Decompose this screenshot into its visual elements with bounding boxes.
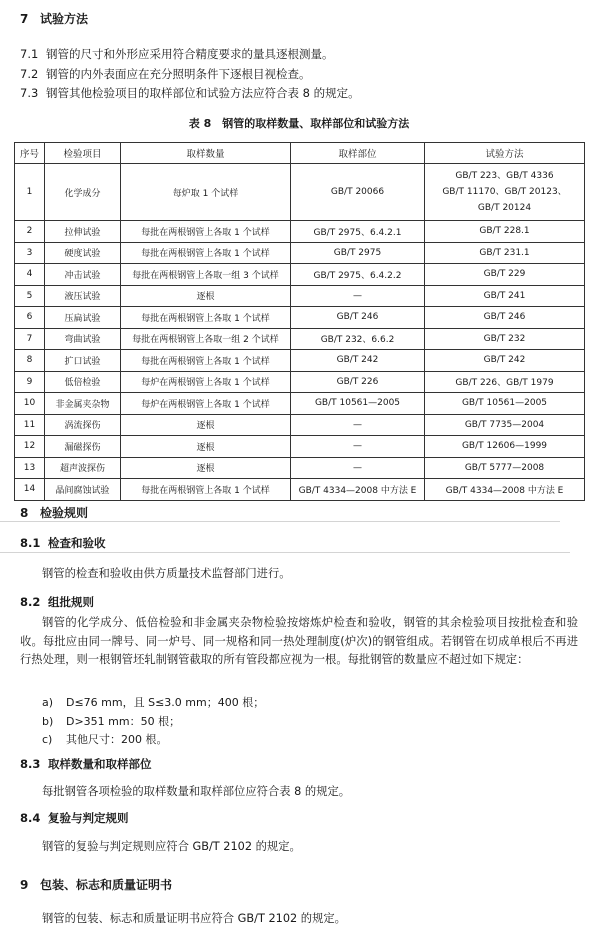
cell-method: GB/T 242 <box>425 350 585 372</box>
table-row <box>15 436 585 458</box>
table-row <box>15 264 585 286</box>
divider <box>0 521 560 522</box>
cell-location: — <box>291 414 425 436</box>
cell-no: 9 <box>15 371 45 393</box>
cell-location: GB/T 4334—2008 中方法 E <box>291 479 425 501</box>
cell-no: 13 <box>15 457 45 479</box>
clause-number: 8.4 <box>20 811 41 825</box>
cell-location: — <box>291 436 425 458</box>
cell-quantity: 每批在两根钢管上各取 1 个试样 <box>121 307 291 329</box>
cell-no: 12 <box>15 436 45 458</box>
cell-location: GB/T 10561—2005 <box>291 393 425 415</box>
cell-location: GB/T 242 <box>291 350 425 372</box>
clause-7-1 <box>20 46 334 62</box>
section-number: 7 <box>20 12 29 26</box>
cell-item: 冲击试验 <box>45 264 121 286</box>
cell-no: 14 <box>15 479 45 501</box>
table-caption: 表 8 钢管的取样数量、取样部位和试验方法 <box>188 117 410 130</box>
clause-title: 复验与判定规则 <box>48 811 129 825</box>
clause-7-2 <box>20 66 311 82</box>
list-item-c <box>42 731 168 747</box>
table-row <box>15 242 585 264</box>
table-row <box>15 221 585 243</box>
clause-8-2-paragraph: 钢管的化学成分、低倍检验和非金属夹杂物检验按熔炼炉检查和验收，钢管的其余检验项目按批检查和验收。每批应由同一牌号、同一炉号、同一规格和同一热处理制度(炉次)的钢管组成。若钢管在切成单根后不再进行热处理，则一根钢管坯轧制钢管截取的所有管段都应视为一根。每批钢管的数量应不超过如下规定： <box>20 616 578 666</box>
table-row <box>15 328 585 350</box>
cell-location: GB/T 232、6.6.2 <box>291 328 425 350</box>
cell-item: 扩口试验 <box>45 350 121 372</box>
cell-quantity: 每炉在两根钢管上各取 1 个试样 <box>121 393 291 415</box>
section-number: 8 <box>20 506 29 520</box>
table-row <box>15 285 585 307</box>
section-8-4-heading <box>20 810 129 826</box>
list-text: 其他尺寸：200 根。 <box>66 733 168 746</box>
list-item-b <box>42 713 180 729</box>
clause-text: 钢管的尺寸和外形应采用符合精度要求的量具逐根测量。 <box>46 47 334 61</box>
cell-method: GB/T 10561—2005 <box>425 393 585 415</box>
cell-quantity: 每炉在两根钢管上各取 1 个试样 <box>121 371 291 393</box>
cell-method: GB/T 229 <box>425 264 585 286</box>
list-item-a <box>42 694 264 710</box>
cell-item: 硬度试验 <box>45 242 121 264</box>
cell-method: GB/T 241 <box>425 285 585 307</box>
clause-number: 7.1 <box>20 47 39 61</box>
cell-item: 超声波探伤 <box>45 457 121 479</box>
table-header-row <box>15 143 585 164</box>
table-row <box>15 307 585 329</box>
section-title: 检验规则 <box>40 506 89 520</box>
cell-quantity: 每批在两根钢管上各取 1 个试样 <box>121 221 291 243</box>
clause-8-1-text: 钢管的检查和验收由供方质量技术监督部门进行。 <box>42 567 291 580</box>
clause-text: 钢管的内外表面应在充分照明条件下逐根目视检查。 <box>46 67 311 81</box>
cell-method: GB/T 231.1 <box>425 242 585 264</box>
clause-8-4-text: 钢管的复验与判定规则应符合 GB/T 2102 的规定。 <box>42 840 301 853</box>
table-row <box>15 479 585 501</box>
header-method: 试验方法 <box>425 143 585 164</box>
cell-method: GB/T 7735—2004 <box>425 414 585 436</box>
cell-no: 2 <box>15 221 45 243</box>
cell-location: GB/T 2975、6.4.2.2 <box>291 264 425 286</box>
cell-quantity: 每批在两根钢管上各取 1 个试样 <box>121 242 291 264</box>
cell-item: 液压试验 <box>45 285 121 307</box>
cell-item: 晶间腐蚀试验 <box>45 479 121 501</box>
clause-8-3-text: 每批钢管各项检验的取样数量和取样部位应符合表 8 的规定。 <box>42 785 351 798</box>
cell-item: 涡流探伤 <box>45 414 121 436</box>
clause-number: 7.3 <box>20 86 39 100</box>
cell-method: GB/T 12606—1999 <box>425 436 585 458</box>
header-location: 取样部位 <box>291 143 425 164</box>
clause-title: 取样数量和取样部位 <box>48 757 152 771</box>
section-7-heading <box>20 10 88 27</box>
table-row <box>15 457 585 479</box>
section-8-2-heading <box>20 594 94 610</box>
cell-location: — <box>291 285 425 307</box>
cell-method: GB/T 246 <box>425 307 585 329</box>
table-row <box>15 350 585 372</box>
cell-item: 弯曲试验 <box>45 328 121 350</box>
section-8-3-heading <box>20 756 152 772</box>
cell-item: 拉伸试验 <box>45 221 121 243</box>
clause-7-3 <box>20 85 360 101</box>
list-text: D≤76 mm，且 S≤3.0 mm；400 根； <box>66 696 265 709</box>
clause-text: 钢管其他检验项目的取样部位和试验方法应符合表 8 的规定。 <box>46 86 360 100</box>
header-no: 序号 <box>15 143 45 164</box>
cell-method: GB/T 226、GB/T 1979 <box>425 371 585 393</box>
table-row <box>15 414 585 436</box>
clause-number: 8.3 <box>20 757 41 771</box>
cell-no: 10 <box>15 393 45 415</box>
cell-method: GB/T 5777—2008 <box>425 457 585 479</box>
cell-location: — <box>291 457 425 479</box>
cell-method: GB/T 232 <box>425 328 585 350</box>
list-label: a) <box>42 696 54 709</box>
divider <box>0 552 570 553</box>
clause-number: 7.2 <box>20 67 39 81</box>
table-8 <box>14 142 585 501</box>
list-label: c) <box>42 733 53 746</box>
cell-item: 化学成分 <box>45 164 121 221</box>
cell-no: 6 <box>15 307 45 329</box>
cell-item: 压扁试验 <box>45 307 121 329</box>
cell-item: 漏磁探伤 <box>45 436 121 458</box>
cell-quantity: 每炉取 1 个试样 <box>121 164 291 221</box>
section-title: 试验方法 <box>40 12 89 26</box>
cell-quantity: 逐根 <box>121 457 291 479</box>
header-item: 检验项目 <box>45 143 121 164</box>
cell-no: 11 <box>15 414 45 436</box>
cell-no: 8 <box>15 350 45 372</box>
cell-method: GB/T 228.1 <box>425 221 585 243</box>
section-8-1-heading <box>20 535 106 551</box>
cell-no: 5 <box>15 285 45 307</box>
cell-method: GB/T 4334—2008 中方法 E <box>425 479 585 501</box>
clause-number: 8.2 <box>20 595 41 609</box>
cell-quantity: 每批在两根钢管上各取一组 2 个试样 <box>121 328 291 350</box>
cell-quantity: 逐根 <box>121 285 291 307</box>
list-label: b) <box>42 715 54 728</box>
cell-no: 3 <box>15 242 45 264</box>
cell-no: 7 <box>15 328 45 350</box>
cell-location: GB/T 2975、6.4.2.1 <box>291 221 425 243</box>
clause-title: 检查和验收 <box>48 536 106 550</box>
cell-no: 1 <box>15 164 45 221</box>
section-9-text: 钢管的包装、标志和质量证明书应符合 GB/T 2102 的规定。 <box>42 912 346 925</box>
method-line: GB/T 11170、GB/T 20123、 <box>442 187 567 197</box>
clause-number: 8.1 <box>20 536 41 550</box>
cell-method <box>425 164 585 221</box>
section-8-heading <box>20 504 88 521</box>
section-title: 包装、标志和质量证明书 <box>40 878 173 892</box>
list-text: D>351 mm：50 根； <box>66 715 181 728</box>
cell-quantity: 每批在两根钢管上各取 1 个试样 <box>121 479 291 501</box>
cell-quantity: 每批在两根钢管上各取 1 个试样 <box>121 350 291 372</box>
method-line: GB/T 20124 <box>477 203 532 213</box>
table-row <box>15 164 585 221</box>
table-row <box>15 393 585 415</box>
cell-item: 低倍检验 <box>45 371 121 393</box>
cell-quantity: 逐根 <box>121 436 291 458</box>
cell-quantity: 逐根 <box>121 414 291 436</box>
cell-quantity: 每批在两根钢管上各取一组 3 个试样 <box>121 264 291 286</box>
cell-location: GB/T 2975 <box>291 242 425 264</box>
cell-item: 非金属夹杂物 <box>45 393 121 415</box>
cell-no: 4 <box>15 264 45 286</box>
header-quantity: 取样数量 <box>121 143 291 164</box>
clause-title: 组批规则 <box>48 595 94 609</box>
cell-location: GB/T 226 <box>291 371 425 393</box>
section-9-heading <box>20 876 172 893</box>
table-row <box>15 371 585 393</box>
section-number: 9 <box>20 878 29 892</box>
method-line: GB/T 223、GB/T 4336 <box>455 171 554 181</box>
cell-location: GB/T 246 <box>291 307 425 329</box>
cell-location: GB/T 20066 <box>291 164 425 221</box>
